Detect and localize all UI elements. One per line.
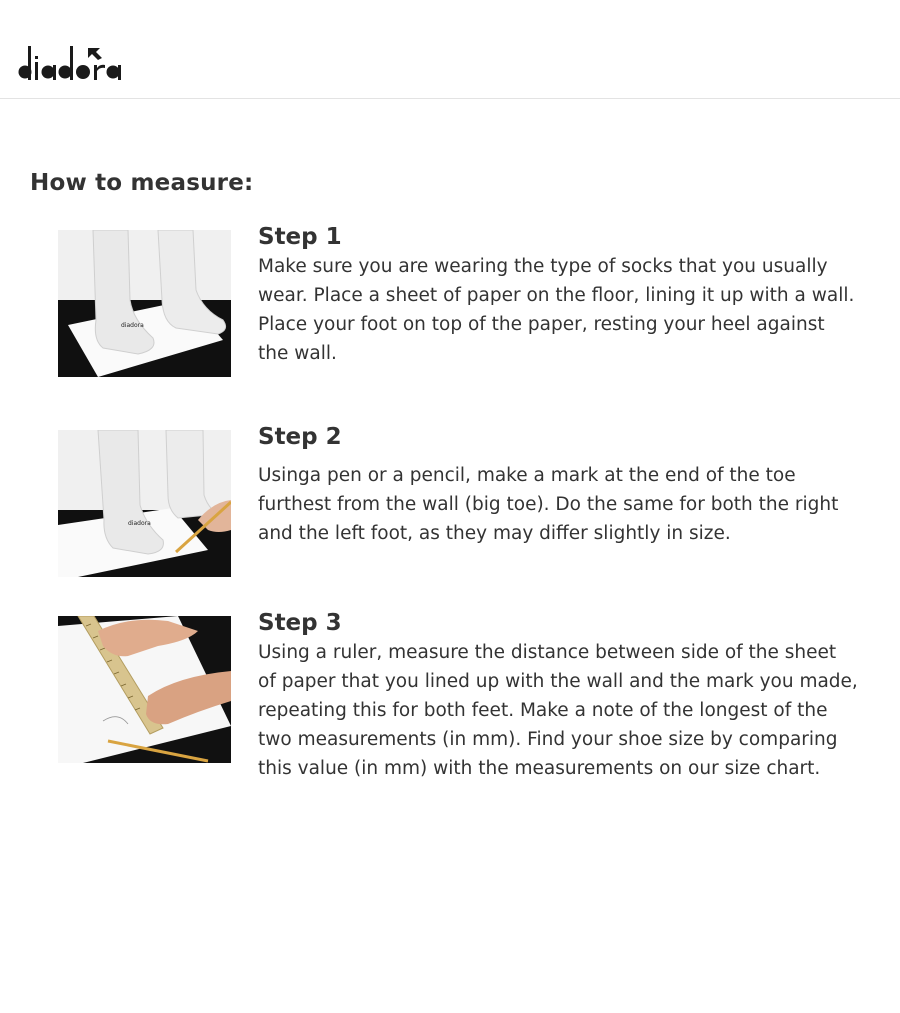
site-header xyxy=(0,0,900,99)
step-description: Using a ruler, measure the distance between side of the sheet of paper that you lined up with the wall and the mark you made, repeating this for both feet. Make a note of the longest of the two measurements (in mm). Find your shoe size by comparing this value (in mm) with the measurements on our size chart. xyxy=(258,642,858,779)
diadora-logo[interactable] xyxy=(18,44,124,84)
ruler-measure-photo xyxy=(58,616,231,763)
step-description: Usinga pen or a pencil, make a mark at the end of the toe furthest from the wall (big toe). Do the same for both the right and the left foot, as they may differ slightly in size. xyxy=(258,465,839,544)
svg-text:diadora: diadora xyxy=(128,520,151,527)
feet-on-paper-photo xyxy=(58,230,231,377)
page-title: How to measure: xyxy=(30,170,254,196)
step-title: Step 3 xyxy=(258,610,342,636)
mark-toe-with-pencil-photo xyxy=(58,430,231,577)
step-description: Make sure you are wearing the type of socks that you usually wear. Place a sheet of paper on the floor, lining it up with a wall. Place your foot on top of the paper, resting your heel against the wall. xyxy=(258,256,855,364)
step-title: Step 2 xyxy=(258,424,342,450)
step-title: Step 1 xyxy=(258,224,342,250)
svg-text:diadora: diadora xyxy=(121,322,144,329)
